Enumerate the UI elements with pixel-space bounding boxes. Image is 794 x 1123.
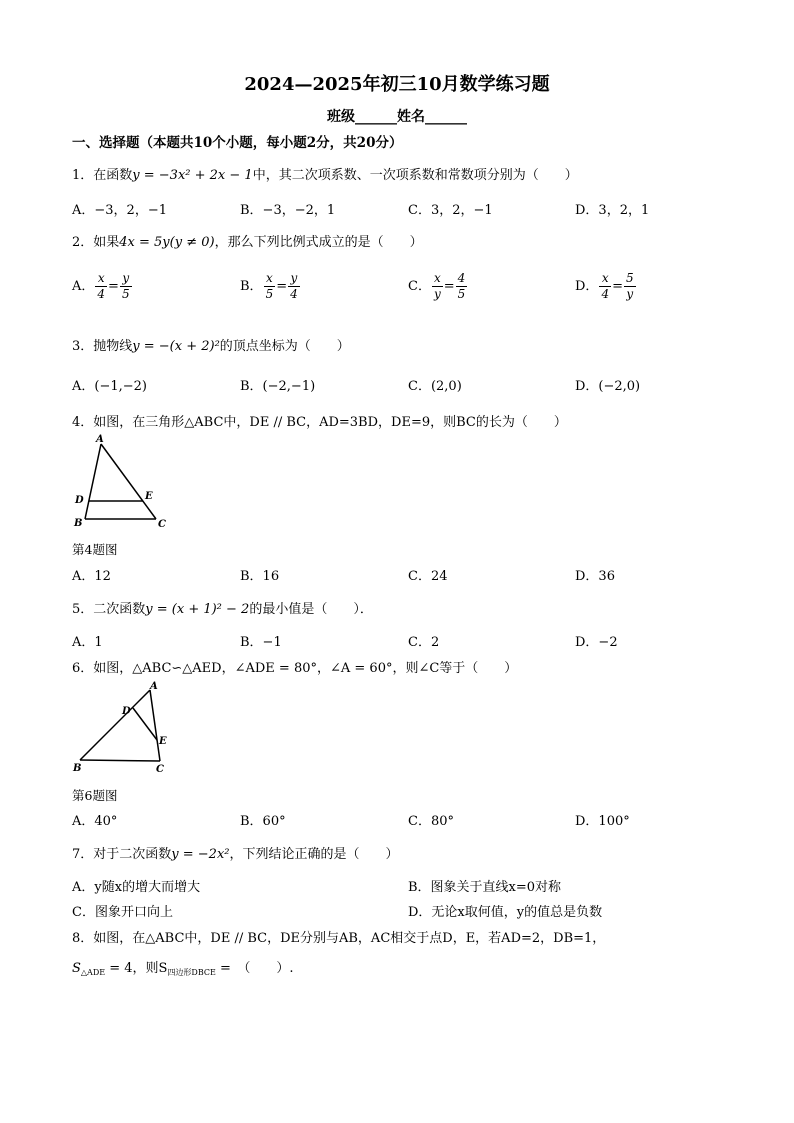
q7-option-d[interactable]: D．无论x取何值，y的值总是负数 xyxy=(408,905,603,920)
q6-label-b: B xyxy=(73,763,82,774)
q4-option-b[interactable]: B．16 xyxy=(240,569,280,584)
q2-stem-b: ，那么下列比例式成立的是（ ） xyxy=(214,235,423,250)
q1-option-b[interactable]: B．−3，−2，1 xyxy=(240,203,336,218)
q1-stem-a: 1．在函数 xyxy=(72,168,133,183)
q6-option-b[interactable]: B．60° xyxy=(240,814,286,829)
q2-option-d-label: D． xyxy=(575,279,599,294)
q6-side-ab xyxy=(80,690,150,760)
q3-option-d[interactable]: D．(−2,0) xyxy=(575,379,641,394)
q5-option-c[interactable]: C．2 xyxy=(408,635,440,650)
q6-figure-caption: 第6题图 xyxy=(72,788,118,803)
q2-option-b[interactable]: B． $\frac{x}{5}$ = $\frac{y}{4}$ xyxy=(240,271,298,301)
q4-figure-caption: 第4题图 xyxy=(72,542,118,557)
section-heading: 一、选择题（本题共10个小题，每小题2分，共20分） xyxy=(72,135,403,151)
question-8-stem: 8．如图，在△ABC中，DE // BC，DE分别与AB，AC相交于点D，E，若AD=2，DB=1， xyxy=(72,931,606,946)
q6-option-a[interactable]: A．40° xyxy=(72,814,118,829)
class-name-line: 班级______姓名______ xyxy=(327,109,467,125)
q8-line2-mid: = 4，则S xyxy=(105,961,168,976)
q5-option-d[interactable]: D．−2 xyxy=(575,635,618,650)
q5-stem-a: 5．二次函数 xyxy=(72,602,146,617)
q2-a-left-fraction: $\frac{x}{4}$ xyxy=(97,271,106,301)
q3-stem-a: 3．抛物线 xyxy=(72,339,133,354)
q4-side-ac xyxy=(101,444,156,519)
q1-option-a[interactable]: A．−3，2，−1 xyxy=(72,203,167,218)
q4-label-c: C xyxy=(158,519,166,530)
q6-side-ac xyxy=(150,690,160,761)
question-6-stem: 6．如图，△ABC∽△AED，∠ADE = 80°，∠A = 60°，则∠C等于（ ） xyxy=(72,661,518,676)
question-3-stem xyxy=(72,335,350,354)
q6-side-bc xyxy=(80,760,160,761)
q2-d-right-fraction: $\frac{5}{y}$ xyxy=(625,271,634,301)
q1-option-c[interactable]: C．3，2，−1 xyxy=(408,203,493,218)
q2-b-left-fraction: $\frac{x}{5}$ xyxy=(265,271,274,301)
q4-label-e: E xyxy=(145,491,153,502)
q8-subscript-dbce: 四边形DBCE xyxy=(167,968,216,977)
q2-formula: 4x = 5y(y ≠ 0) xyxy=(119,235,215,250)
q3-option-c[interactable]: C．(2,0) xyxy=(408,379,462,394)
q2-c-left-fraction: $\frac{x}{y}$ xyxy=(433,271,441,301)
q4-label-b: B xyxy=(74,518,83,529)
q7-formula: y = −2x² xyxy=(171,847,230,862)
q5-formula: y = (x + 1)² − 2 xyxy=(145,602,250,617)
q5-stem-b: 的最小值是（ ）． xyxy=(249,602,373,617)
q3-formula: y = −(x + 2)² xyxy=(132,339,220,354)
q2-a-right-fraction: $\frac{y}{5}$ xyxy=(121,271,130,301)
q6-figure xyxy=(70,678,180,778)
q7-option-b[interactable]: B．图象关于直线x=0对称 xyxy=(408,880,562,895)
question-7-stem xyxy=(72,843,399,862)
q5-option-a[interactable]: A．1 xyxy=(72,635,103,650)
q1-option-d[interactable]: D．3，2，1 xyxy=(575,203,650,218)
question-1-stem xyxy=(72,164,578,183)
q8-subscript-ade: △ADE xyxy=(80,968,106,977)
q3-option-b[interactable]: B．(−2,−1) xyxy=(240,379,316,394)
q7-stem-b: ，下列结论正确的是（ ） xyxy=(229,847,399,862)
q2-option-a[interactable]: A． $\frac{x}{4}$ = $\frac{y}{5}$ xyxy=(72,271,130,301)
question-8-line2 xyxy=(72,957,294,978)
question-5-stem xyxy=(72,598,373,617)
q4-figure xyxy=(72,430,172,532)
question-2-stem xyxy=(72,231,423,250)
q1-formula: y = −3x² + 2x − 1 xyxy=(132,168,253,183)
q2-option-c-label: C． xyxy=(408,279,431,294)
q4-label-d: D xyxy=(75,495,84,506)
q6-label-d: D xyxy=(122,706,131,717)
q2-stem-a: 2．如果 xyxy=(72,235,120,250)
q8-line2-end: = （ ）. xyxy=(215,961,294,976)
q2-b-right-fraction: $\frac{y}{4}$ xyxy=(290,271,298,301)
q4-option-c[interactable]: C．24 xyxy=(408,569,448,584)
q2-c-right-fraction: $\frac{4}{5}$ xyxy=(457,271,466,301)
q4-side-ab xyxy=(85,444,101,519)
q5-option-b[interactable]: B．−1 xyxy=(240,635,282,650)
page-title: 2024—2025年初三10月数学练习题 xyxy=(244,74,550,95)
q2-option-d[interactable]: D． $\frac{x}{4}$ = $\frac{5}{y}$ xyxy=(575,271,634,301)
q3-option-a[interactable]: A．(−1,−2) xyxy=(72,379,147,394)
q1-stem-b: 中，其二次项系数、一次项系数和常数项分别为（ ） xyxy=(252,168,578,183)
q7-option-a[interactable]: A．y随x的增大而增大 xyxy=(72,880,201,895)
q6-option-d[interactable]: D．100° xyxy=(575,814,630,829)
q6-option-c[interactable]: C．80° xyxy=(408,814,454,829)
q7-stem-a: 7．对于二次函数 xyxy=(72,847,172,862)
q8-area-symbol-1: S xyxy=(72,961,81,976)
q2-d-left-fraction: $\frac{x}{4}$ xyxy=(601,271,610,301)
q4-label-a: A xyxy=(96,434,104,445)
q6-label-e: E xyxy=(159,736,167,747)
q3-stem-b: 的顶点坐标为（ ） xyxy=(219,339,350,354)
q6-label-a: A xyxy=(150,681,158,692)
q6-label-c: C xyxy=(156,764,164,775)
q4-option-d[interactable]: D．36 xyxy=(575,569,615,584)
q2-option-c[interactable]: C． $\frac{x}{y}$ = $\frac{4}{5}$ xyxy=(408,271,466,301)
q2-option-a-label: A． xyxy=(72,279,95,294)
q7-option-c[interactable]: C．图象开口向上 xyxy=(72,905,173,920)
q2-option-b-label: B． xyxy=(240,279,263,294)
question-4-stem: 4．如图，在三角形△ABC中，DE // BC，AD=3BD，DE=9，则BC的长为（ ） xyxy=(72,415,567,430)
q4-option-a[interactable]: A．12 xyxy=(72,569,111,584)
